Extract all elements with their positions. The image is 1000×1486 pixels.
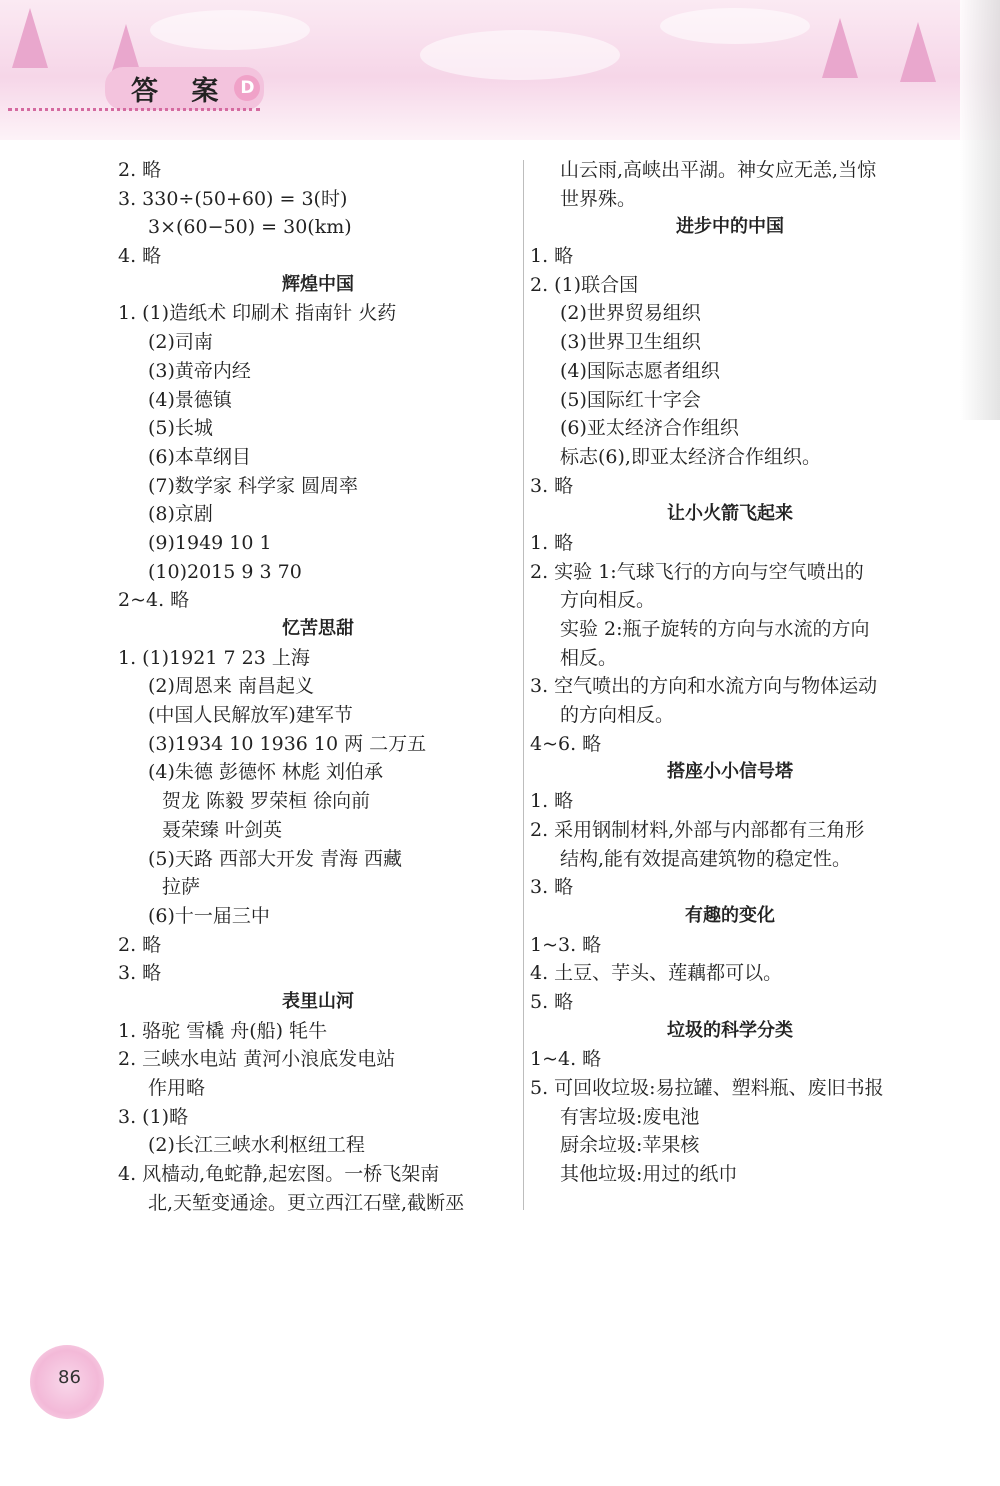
- answer-line: 4. 风樯动,龟蛇静,起宏图。一桥飞架南: [118, 1163, 440, 1186]
- section-heading: 进步中的中国: [676, 216, 784, 238]
- page-edge-shadow: [960, 0, 1000, 420]
- dotted-divider: [8, 108, 260, 111]
- answer-line: 的方向相反。: [560, 704, 675, 727]
- tree-decoration: [822, 18, 858, 78]
- answer-line: 相反。: [560, 646, 618, 669]
- answer-line: (2)世界贸易组织: [560, 302, 701, 325]
- answer-line: 3. 空气喷出的方向和水流方向与物体运动: [530, 675, 878, 698]
- answer-line: 拉萨: [162, 876, 201, 899]
- cloud-decoration: [660, 8, 810, 44]
- answer-line: (3)1934 10 1936 10 两 二万五: [148, 732, 427, 755]
- answer-line: (4)景德镇: [148, 388, 232, 411]
- answer-line: (4)朱德 彭德怀 林彪 刘伯承: [148, 761, 384, 784]
- section-heading: 辉煌中国: [282, 273, 354, 295]
- answer-line: 贺龙 陈毅 罗荣桓 徐向前: [162, 790, 371, 813]
- section-heading: 垃圾的科学分类: [667, 1019, 793, 1041]
- answer-line: (2)长江三峡水利枢纽工程: [148, 1134, 365, 1157]
- answer-line: (6)本草纲目: [148, 445, 251, 468]
- answer-line: 1~3. 略: [530, 933, 602, 956]
- answer-line: (2)周恩来 南昌起义: [148, 675, 314, 698]
- column-divider: [523, 160, 524, 1210]
- answer-line: (5)天路 西部大开发 青海 西藏: [148, 847, 403, 870]
- answer-line: (中国人民解放军)建军节: [148, 704, 353, 727]
- answer-line: 1~4. 略: [530, 1048, 602, 1071]
- section-heading: 搭座小小信号塔: [667, 761, 793, 783]
- section-title: [105, 70, 260, 106]
- answer-line: 2~4. 略: [118, 589, 190, 612]
- answer-line: 1. 略: [530, 790, 574, 813]
- answer-line: 1. 略: [530, 245, 574, 268]
- answer-line: (5)长城: [148, 417, 213, 440]
- answer-line: 1. (1)1921 7 23 上海: [118, 646, 310, 669]
- answer-line: (10)2015 9 3 70: [148, 560, 302, 583]
- answer-line: (6)十一届三中: [148, 904, 270, 927]
- answer-line: 3. 330÷(50+60) = 3(时): [118, 187, 348, 210]
- answer-line: 3×(60−50) = 30(km): [148, 216, 352, 239]
- answer-line: 2. 略: [118, 933, 162, 956]
- title-text: 答 案: [105, 67, 264, 110]
- section-heading: 有趣的变化: [685, 904, 775, 926]
- answer-line: 3. 略: [118, 962, 162, 985]
- answer-line: 北,天堑变通途。更立西江石壁,截断巫: [148, 1191, 465, 1214]
- answer-line: 标志(6),即亚太经济合作组织。: [560, 445, 821, 468]
- answer-line: 5. 可回收垃圾:易拉罐、塑料瓶、废旧书报: [530, 1077, 884, 1099]
- answer-line: 2. 三峡水电站 黄河小浪底发电站: [118, 1048, 396, 1071]
- answer-line: (6)亚太经济合作组织: [560, 417, 739, 440]
- title-badge-icon: D: [234, 75, 260, 101]
- answer-line: 山云雨,高峡出平湖。神女应无恙,当惊: [560, 159, 877, 181]
- answer-line: 3. 略: [530, 876, 574, 899]
- answer-line: 2. 略: [118, 159, 162, 181]
- answer-line: 3. (1)略: [118, 1105, 189, 1128]
- answer-line: 其他垃圾:用过的纸巾: [560, 1163, 738, 1186]
- answer-line: 4~6. 略: [530, 732, 602, 755]
- answer-line: 结构,能有效提高建筑物的稳定性。: [560, 847, 852, 870]
- tree-decoration: [12, 8, 48, 68]
- answer-line: 4. 略: [118, 245, 162, 268]
- answer-line: 有害垃圾:废电池: [560, 1105, 700, 1128]
- answer-line: (7)数学家 科学家 圆周率: [148, 474, 358, 497]
- answer-line: (2)司南: [148, 331, 213, 354]
- answer-line: 1. 略: [530, 531, 574, 554]
- answer-line: 实验 2:瓶子旋转的方向与水流的方向: [560, 618, 870, 640]
- section-heading: 让小火箭飞起来: [667, 503, 793, 525]
- answer-line: 1. 骆驼 雪橇 舟(船) 牦牛: [118, 1019, 328, 1042]
- page-number: 86: [58, 1367, 81, 1388]
- answer-line: 方向相反。: [560, 589, 656, 612]
- answer-line: (9)1949 10 1: [148, 531, 272, 554]
- answer-line: 1. (1)造纸术 印刷术 指南针 火药: [118, 302, 397, 325]
- answer-line: (3)世界卫生组织: [560, 331, 701, 354]
- cloud-decoration: [420, 30, 620, 80]
- answer-line: 聂荣臻 叶剑英: [162, 818, 283, 841]
- answer-line: 2. 实验 1:气球飞行的方向与空气喷出的: [530, 560, 864, 583]
- answer-line: 2. 采用钢制材料,外部与内部都有三角形: [530, 818, 865, 841]
- right-column: [530, 156, 930, 1189]
- left-column: [118, 156, 518, 1217]
- answer-line: 2. (1)联合国: [530, 273, 639, 296]
- cloud-decoration: [150, 10, 310, 50]
- answer-line: (8)京剧: [148, 503, 213, 526]
- answer-line: 作用略: [148, 1077, 206, 1099]
- tree-decoration: [900, 22, 936, 82]
- answer-line: (5)国际红十字会: [560, 388, 701, 411]
- answer-line: 3. 略: [530, 474, 574, 497]
- answer-line: (3)黄帝内经: [148, 359, 251, 382]
- answer-line: 5. 略: [530, 990, 574, 1013]
- answer-line: 厨余垃圾:苹果核: [560, 1134, 700, 1157]
- section-heading: 忆苦思甜: [282, 618, 354, 639]
- answer-line: 世界殊。: [560, 187, 637, 210]
- answer-line: 4. 土豆、芋头、莲藕都可以。: [530, 962, 783, 985]
- answer-line: (4)国际志愿者组织: [560, 359, 720, 382]
- section-heading: 表里山河: [282, 990, 354, 1012]
